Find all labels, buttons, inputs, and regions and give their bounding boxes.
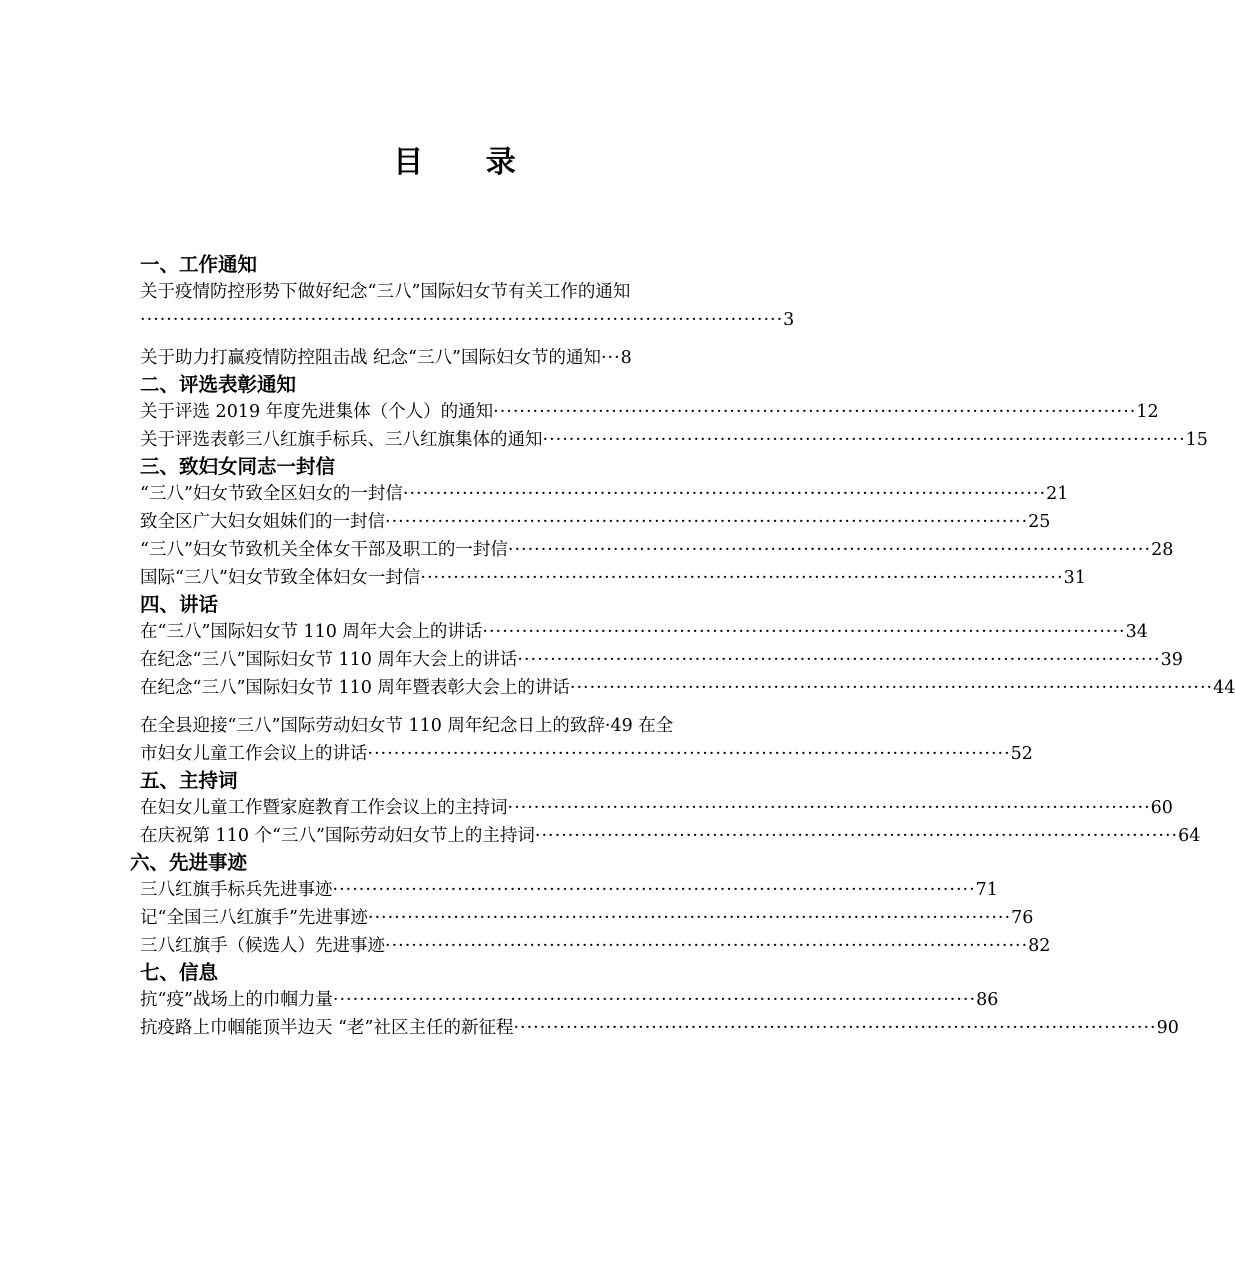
page-number: 28 [1151, 540, 1174, 560]
leader-dots: ·································································································· [385, 936, 1029, 956]
toc-entry[interactable] [140, 876, 998, 904]
toc-entry[interactable] [140, 904, 1034, 932]
leader-dots: ·································································································· [542, 430, 1186, 450]
toc-entry[interactable] [140, 426, 1208, 454]
toc-entry-text: 关于助力打赢疫情防控阻击战 纪念“三八”国际妇女节的通知 [140, 348, 601, 368]
page-number: 71 [975, 880, 998, 900]
page-number: 15 [1185, 430, 1208, 450]
section-heading: 一、工作通知 [140, 253, 258, 276]
leader-dots: ··· [600, 348, 621, 368]
leader-dots: ·································································································· [517, 650, 1161, 670]
toc-entry[interactable] [140, 740, 1033, 768]
table-of-contents [130, 252, 1235, 1042]
toc-entry[interactable] [140, 1014, 1179, 1042]
page-title: 目 录 [393, 145, 542, 180]
page-number: 31 [1063, 568, 1086, 588]
toc-entry-text: 在纪念“三八”国际妇女节 110 周年大会上的讲话 [140, 650, 518, 670]
toc-entry[interactable] [140, 646, 1183, 674]
page-number: 86 [976, 990, 999, 1010]
toc-entry[interactable] [140, 618, 1148, 646]
page-number: 25 [1028, 512, 1051, 532]
toc-entry[interactable] [140, 508, 1051, 536]
leader-dots: ·································································································· [385, 512, 1029, 532]
leader-dots: ·································································································· [402, 484, 1047, 504]
section-heading: 七、信息 [140, 961, 219, 984]
toc-entry-text[interactable]: 关于疫情防控形势下做好纪念“三八”国际妇女节有关工作的通知 [140, 282, 631, 302]
toc-entry[interactable] [140, 306, 795, 334]
toc-entry-text: 三八红旗手（候选人）先进事迹 [140, 936, 385, 956]
section-heading: 六、先进事迹 [130, 851, 248, 874]
page-number: 39 [1160, 650, 1183, 670]
page-number: 76 [1011, 908, 1034, 928]
toc-entry-text: “三八”妇女节致全区妇女的一封信 [140, 484, 403, 504]
page-number: 60 [1150, 798, 1173, 818]
leader-dots: ·································································································· [367, 744, 1011, 764]
toc-entry[interactable] [140, 344, 767, 372]
toc-entry-text[interactable]: 在全县迎接“三八”国际劳动妇女节 110 周年纪念日上的致辞·49 在全 [140, 716, 674, 736]
leader-dots: ·································································································· [507, 540, 1152, 560]
page-number: 12 [1136, 402, 1159, 422]
leader-dots: ·································································································· [507, 798, 1151, 818]
toc-entry-text: 致全区广大妇女姐妹们的一封信 [140, 512, 385, 532]
page-number: 90 [1156, 1018, 1179, 1038]
page-number: 64 [1178, 826, 1201, 846]
section-heading: 二、评选表彰通知 [140, 373, 297, 396]
leader-dots: ·································································································· [482, 622, 1126, 642]
toc-entry-text: 抗疫路上巾帼能顶半边天 “老”社区主任的新征程 [140, 1018, 514, 1038]
page-number: 82 [1028, 936, 1051, 956]
leader-dots: ·································································································· [420, 568, 1064, 588]
toc-entry[interactable] [140, 564, 1086, 592]
leader-dots: ·································································································· [140, 310, 784, 330]
page-number: 34 [1125, 622, 1148, 642]
toc-entry-text: 三八红旗手标兵先进事迹 [140, 880, 333, 900]
leader-dots: ·································································································· [493, 402, 1137, 422]
toc-entry-text: 在纪念“三八”国际妇女节 110 周年暨表彰大会上的讲话 [140, 678, 570, 698]
toc-entry-text: 在妇女儿童工作暨家庭教育工作会议上的主持词 [140, 798, 508, 818]
page-number: 8 [620, 348, 632, 368]
section-heading: 三、致妇女同志一封信 [140, 455, 336, 478]
page-number: 3 [783, 310, 795, 330]
toc-entry-text: 市妇女儿童工作会议上的讲话 [140, 744, 368, 764]
leader-dots: ·································································································· [569, 678, 1214, 698]
leader-dots: ·································································································· [332, 990, 977, 1010]
leader-dots: ·································································································· [534, 826, 1179, 846]
toc-entry[interactable] [140, 822, 1201, 850]
toc-entry-text: 关于评选 2019 年度先进集体（个人）的通知 [140, 402, 494, 422]
toc-entry[interactable] [140, 932, 1051, 960]
section-heading: 四、讲话 [140, 593, 219, 616]
toc-entry[interactable] [140, 536, 1174, 564]
toc-entry[interactable] [140, 674, 1235, 702]
leader-dots: ·································································································· [332, 880, 976, 900]
toc-entry[interactable] [140, 480, 1069, 508]
toc-entry[interactable] [140, 986, 999, 1014]
leader-dots: ·································································································· [367, 908, 1012, 928]
toc-entry-text: 在庆祝第 110 个“三八”国际劳动妇女节上的主持词 [140, 826, 535, 846]
toc-entry-text: 在“三八”国际妇女节 110 周年大会上的讲话 [140, 622, 483, 642]
leader-dots: ·································································································· [513, 1018, 1157, 1038]
toc-entry[interactable] [140, 794, 1173, 822]
toc-entry-text: 关于评选表彰三八红旗手标兵、三八红旗集体的通知 [140, 430, 543, 450]
section-heading: 五、主持词 [140, 769, 238, 792]
toc-entry-text: 记“全国三八红旗手”先进事迹 [140, 908, 368, 928]
toc-entry-text: 国际“三八”妇女节致全体妇女一封信 [140, 568, 421, 588]
page-number: 52 [1010, 744, 1033, 764]
page-number: 44 [1213, 678, 1235, 698]
toc-entry[interactable] [140, 398, 1159, 426]
page-number: 21 [1046, 484, 1069, 504]
toc-entry-text: “三八”妇女节致机关全体女干部及职工的一封信 [140, 540, 508, 560]
toc-entry-text: 抗“疫”战场上的巾帼力量 [140, 990, 333, 1010]
